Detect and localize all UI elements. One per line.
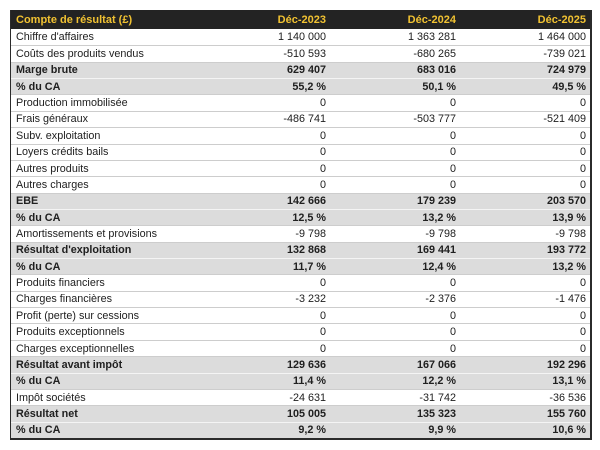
cell-value: 169 441 — [416, 244, 456, 257]
cell-value: 0 — [449, 129, 456, 142]
cell-value: 0 — [319, 162, 326, 175]
cell-value: 683 016 — [416, 64, 456, 77]
cell-value: 193 772 — [546, 244, 586, 257]
cell-value: 192 296 — [546, 358, 586, 371]
row-label: Frais généraux — [16, 113, 89, 126]
cell-value: 142 666 — [286, 195, 326, 208]
cell-value: 105 005 — [286, 407, 326, 420]
cell-value: 0 — [579, 342, 586, 355]
row-label: Résultat d'exploitation — [16, 244, 132, 257]
cell-value: 1 464 000 — [537, 31, 586, 44]
cell-value: 167 066 — [416, 358, 456, 371]
cell-value: 9,9 % — [428, 424, 456, 437]
row-label: Profit (perte) sur cessions — [16, 309, 140, 322]
cell-value: -24 631 — [289, 391, 326, 404]
cell-value: -503 777 — [413, 113, 456, 126]
row-label: % du CA — [16, 80, 61, 93]
table-row — [11, 422, 590, 438]
cell-value: 0 — [319, 342, 326, 355]
cell-value: 0 — [579, 97, 586, 110]
cell-value: 49,5 % — [552, 80, 586, 93]
cell-value: 12,4 % — [422, 260, 456, 273]
cell-value: 12,5 % — [292, 211, 326, 224]
cell-value: 11,7 % — [292, 260, 326, 273]
table-row — [11, 291, 590, 307]
income-statement-table — [10, 10, 592, 440]
row-label: Production immobilisée — [16, 97, 128, 110]
cell-value: 0 — [449, 326, 456, 339]
cell-value: 55,2 % — [292, 80, 326, 93]
cell-value: 129 636 — [286, 358, 326, 371]
cell-value: 0 — [319, 97, 326, 110]
row-label: Résultat avant impôt — [16, 358, 123, 371]
row-label: Impôt sociétés — [16, 391, 86, 404]
table-header — [11, 10, 590, 29]
table-row — [11, 193, 590, 209]
cell-value: 13,9 % — [552, 211, 586, 224]
table-row — [11, 242, 590, 258]
table-row — [11, 340, 590, 356]
table-row — [11, 323, 590, 339]
cell-value: 179 239 — [416, 195, 456, 208]
cell-value: 1 363 281 — [407, 31, 456, 44]
table-row — [11, 373, 590, 389]
cell-value: 0 — [449, 97, 456, 110]
table-row — [11, 405, 590, 421]
cell-value: 1 140 000 — [277, 31, 326, 44]
cell-value: 203 570 — [546, 195, 586, 208]
cell-value: 0 — [449, 162, 456, 175]
cell-value: -521 409 — [543, 113, 586, 126]
table-body — [11, 29, 590, 438]
cell-value: 0 — [579, 146, 586, 159]
cell-value: 724 979 — [546, 64, 586, 77]
table-row — [11, 45, 590, 61]
cell-value: 0 — [579, 129, 586, 142]
cell-value: 0 — [319, 146, 326, 159]
row-label: Résultat net — [16, 407, 78, 420]
cell-value: 0 — [449, 178, 456, 191]
cell-value: 0 — [579, 309, 586, 322]
row-label: EBE — [16, 195, 39, 208]
row-label: % du CA — [16, 260, 61, 273]
cell-value: 0 — [579, 178, 586, 191]
cell-value: -9 798 — [555, 227, 586, 240]
table-row — [11, 144, 590, 160]
table-row — [11, 62, 590, 78]
cell-value: 50,1 % — [422, 80, 456, 93]
table-row — [11, 127, 590, 143]
table-row — [11, 258, 590, 274]
table-row — [11, 94, 590, 110]
row-label: % du CA — [16, 424, 61, 437]
cell-value: 0 — [449, 309, 456, 322]
table-row — [11, 176, 590, 192]
cell-value: 135 323 — [416, 407, 456, 420]
column-header-dec-2025: Déc-2025 — [537, 13, 586, 26]
cell-value: -2 376 — [425, 293, 456, 306]
column-header-dec-2023: Déc-2023 — [277, 13, 326, 26]
cell-value: 629 407 — [286, 64, 326, 77]
row-label: Produits financiers — [16, 277, 105, 290]
cell-value: 0 — [319, 277, 326, 290]
cell-value: -510 593 — [283, 48, 326, 61]
row-label: Autres charges — [16, 178, 89, 191]
cell-value: 13,2 % — [422, 211, 456, 224]
cell-value: 13,1 % — [552, 375, 586, 388]
table-row — [11, 29, 590, 45]
cell-value: -486 741 — [283, 113, 326, 126]
cell-value: 0 — [449, 277, 456, 290]
cell-value: 155 760 — [546, 407, 586, 420]
cell-value: 12,2 % — [422, 375, 456, 388]
row-label: % du CA — [16, 211, 61, 224]
row-label: Amortissements et provisions — [16, 227, 158, 240]
cell-value: -680 265 — [413, 48, 456, 61]
table-row — [11, 274, 590, 290]
row-label: Coûts des produits vendus — [16, 48, 144, 61]
row-label: Charges exceptionnelles — [16, 342, 135, 355]
cell-value: -9 798 — [295, 227, 326, 240]
cell-value: 0 — [319, 129, 326, 142]
cell-value: 13,2 % — [552, 260, 586, 273]
row-label: Autres produits — [16, 162, 89, 175]
row-label: Produits exceptionnels — [16, 326, 125, 339]
cell-value: 0 — [319, 309, 326, 322]
cell-value: 0 — [319, 178, 326, 191]
table-row — [11, 78, 590, 94]
table-row — [11, 307, 590, 323]
cell-value: -739 021 — [543, 48, 586, 61]
cell-value: 0 — [449, 342, 456, 355]
cell-value: 132 868 — [286, 244, 326, 257]
cell-value: 10,6 % — [552, 424, 586, 437]
cell-value: 0 — [449, 146, 456, 159]
cell-value: 0 — [579, 162, 586, 175]
cell-value: 0 — [579, 326, 586, 339]
cell-value: 9,2 % — [298, 424, 326, 437]
cell-value: -3 232 — [295, 293, 326, 306]
cell-value: -9 798 — [425, 227, 456, 240]
cell-value: 11,4 % — [292, 375, 326, 388]
table-row — [11, 160, 590, 176]
row-label: % du CA — [16, 375, 61, 388]
table-row — [11, 225, 590, 241]
row-label: Marge brute — [16, 64, 78, 77]
cell-value: -36 536 — [549, 391, 586, 404]
table-row — [11, 356, 590, 372]
row-label: Charges financières — [16, 293, 113, 306]
table-row — [11, 389, 590, 405]
row-label: Loyers crédits bails — [16, 146, 109, 159]
row-label: Chiffre d'affaires — [16, 31, 94, 44]
table-row — [11, 111, 590, 127]
row-label: Subv. exploitation — [16, 129, 101, 142]
table-title: Compte de résultat (£) — [16, 13, 133, 26]
cell-value: 0 — [579, 277, 586, 290]
column-header-dec-2024: Déc-2024 — [407, 13, 456, 26]
cell-value: 0 — [319, 326, 326, 339]
cell-value: -1 476 — [555, 293, 586, 306]
cell-value: -31 742 — [419, 391, 456, 404]
table-row — [11, 209, 590, 225]
